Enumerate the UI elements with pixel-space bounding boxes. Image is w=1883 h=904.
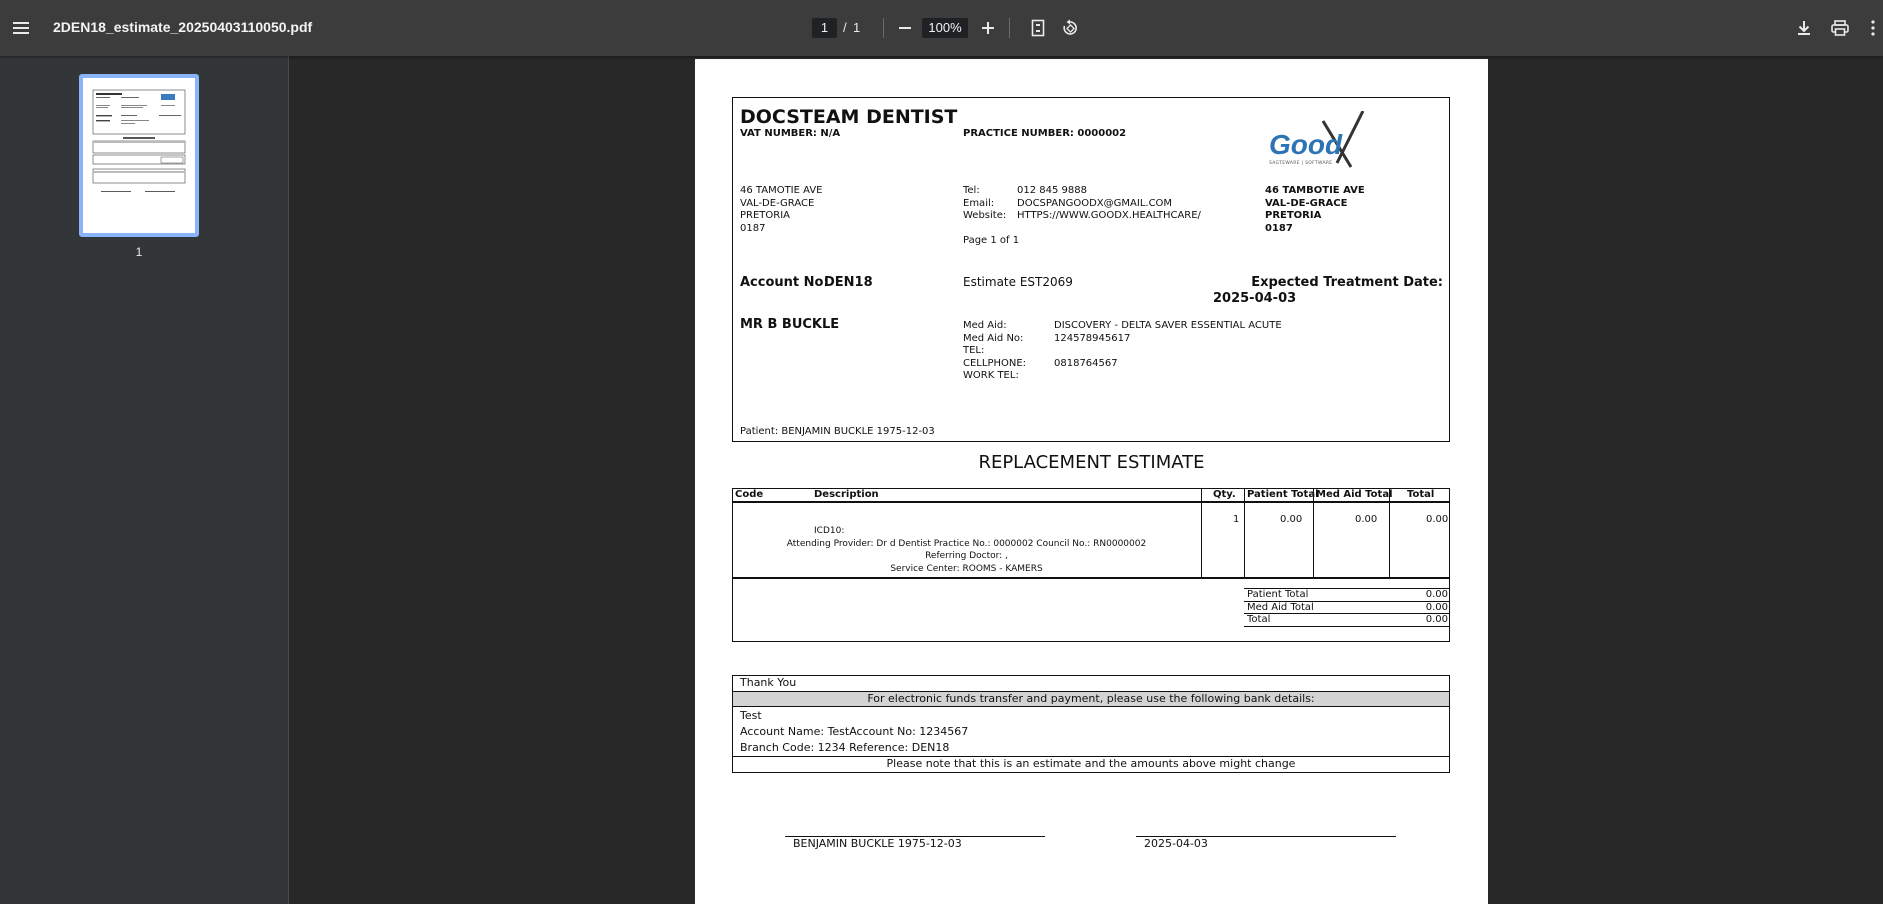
col-total: Total xyxy=(1407,489,1435,500)
col-med-aid-total: Med Aid Total xyxy=(1316,489,1393,500)
patient-name: MR B BUCKLE xyxy=(740,317,840,332)
fit-page-icon[interactable] xyxy=(1026,16,1050,40)
row-total: 0.00 xyxy=(1426,514,1449,525)
email-label: Email: xyxy=(963,197,995,209)
desc-referring-doctor: Referring Doctor: , xyxy=(925,551,1008,561)
treatment-date: 2025-04-03 xyxy=(1213,291,1297,306)
zoom-out-icon[interactable] xyxy=(893,16,917,40)
address-left-line-2: VAL-DE-GRACE xyxy=(740,197,815,209)
more-icon[interactable] xyxy=(1864,16,1882,40)
tel-label-2: TEL: xyxy=(963,345,985,356)
patient-line: Patient: BENJAMIN BUCKLE 1975-12-03 xyxy=(740,426,935,437)
med-aid-total-value: 0.00 xyxy=(1425,601,1448,613)
practice-name: DOCSTEAM DENTIST xyxy=(740,106,958,128)
med-aid-no-label: Med Aid No: xyxy=(963,332,1024,344)
logo-subtitle: SAGTEWARE | SOFTWARE xyxy=(1269,161,1333,166)
address-right-line-3: PRETORIA xyxy=(1265,210,1322,221)
med-aid-total-label: Med Aid Total xyxy=(1247,601,1314,613)
file-name: 2DEN18_estimate_20250403110050.pdf xyxy=(53,19,313,35)
signature-patient: BENJAMIN BUCKLE 1975-12-03 xyxy=(793,837,962,850)
pdf-toolbar xyxy=(0,0,1883,56)
thumbnail-preview xyxy=(87,82,191,229)
row-qty: 1 xyxy=(1233,514,1240,525)
toolbar-divider xyxy=(883,18,884,38)
address-left-line-3: PRETORIA xyxy=(740,210,791,221)
med-aid-no-value: 124578945617 xyxy=(1054,332,1131,344)
table-column-rule xyxy=(1244,488,1245,578)
estimate-note: Please note that this is an estimate and the amounts above might change xyxy=(886,757,1296,770)
col-qty: Qty. xyxy=(1213,489,1236,500)
bank-account: Account Name: TestAccount No: 1234567 xyxy=(740,725,969,738)
goodx-logo xyxy=(1265,111,1385,169)
med-aid-value: DISCOVERY - DELTA SAVER ESSENTIAL ACUTE xyxy=(1054,320,1282,331)
totals-rule xyxy=(1244,626,1450,627)
col-description: Description xyxy=(814,489,879,500)
address-left-line-1: 46 TAMOTIE AVE xyxy=(740,185,823,196)
table-header-rule xyxy=(732,502,1450,503)
treatment-date-label: Expected Treatment Date: xyxy=(1251,275,1443,290)
estimate-heading: REPLACEMENT ESTIMATE xyxy=(978,452,1205,473)
practice-number: PRACTICE NUMBER: 0000002 xyxy=(963,128,1127,139)
thumbnail-page-number: 1 xyxy=(135,245,143,259)
website-value: HTTPS://WWW.GOODX.HEALTHCARE/ xyxy=(1017,210,1201,221)
thank-you-box xyxy=(732,675,1450,692)
table-column-rule xyxy=(1201,488,1202,578)
address-right-line-2: VAL-DE-GRACE xyxy=(1265,197,1348,209)
menu-icon[interactable] xyxy=(10,16,34,40)
address-right-line-1: 46 TAMBOTIE AVE xyxy=(1265,185,1365,196)
print-icon[interactable] xyxy=(1828,16,1852,40)
patient-total-label: Patient Total xyxy=(1247,589,1309,600)
desc-attending-provider: Attending Provider: Dr d Dentist Practice No.: 0000002 Council No.: RN0000002 xyxy=(786,539,1147,549)
download-icon[interactable] xyxy=(1792,16,1816,40)
desc-icd10: ICD10: xyxy=(814,526,845,536)
thank-you-text: Thank You xyxy=(740,676,797,689)
address-left-line-4: 0187 xyxy=(740,222,766,234)
bank-branch: Branch Code: 1234 Reference: DEN18 xyxy=(740,741,950,754)
totals-rule xyxy=(732,578,1450,579)
zoom-in-icon[interactable] xyxy=(976,16,1000,40)
signature-date: 2025-04-03 xyxy=(1144,837,1208,850)
tel-value: 012 845 9888 xyxy=(1017,185,1087,196)
bank-name: Test xyxy=(740,709,762,722)
col-code: Code xyxy=(735,489,764,500)
estimate-number: Estimate EST2069 xyxy=(963,275,1073,289)
cellphone-value: 0818764567 xyxy=(1054,357,1118,369)
account-label: Account No: xyxy=(740,275,829,290)
address-right-line-4: 0187 xyxy=(1265,222,1293,234)
vat-number: VAT NUMBER: N/A xyxy=(740,128,841,139)
pdf-page xyxy=(695,59,1488,904)
email-value: DOCSPANGOODX@GMAIL.COM xyxy=(1017,197,1173,209)
logo-text: Good xyxy=(1269,129,1343,160)
grand-total-value: 0.00 xyxy=(1425,614,1448,625)
thumbnail-sidebar xyxy=(0,56,289,904)
tel-label: Tel: xyxy=(963,185,980,196)
rotate-icon[interactable] xyxy=(1058,16,1082,40)
desc-service-center: Service Center: ROOMS - KAMERS xyxy=(890,564,1043,574)
page-info: Page 1 of 1 xyxy=(963,235,1020,246)
total-pages: 1 xyxy=(853,20,861,35)
cellphone-label: CELLPHONE: xyxy=(963,357,1027,369)
patient-total-value: 0.00 xyxy=(1425,589,1448,600)
table-column-rule xyxy=(1313,488,1314,578)
table-column-rule xyxy=(1389,488,1390,578)
totals-rule xyxy=(1244,613,1450,614)
work-tel-label: WORK TEL: xyxy=(963,370,1019,381)
document-viewer[interactable] xyxy=(290,56,1883,904)
page-thumbnail[interactable] xyxy=(79,74,199,237)
page-number-input[interactable]: 1 xyxy=(812,18,837,38)
website-label: Website: xyxy=(963,210,1007,221)
grand-total-label: Total xyxy=(1247,614,1271,625)
med-aid-label: Med Aid: xyxy=(963,320,1007,331)
page-separator: / xyxy=(843,20,847,35)
account-number: DEN18 xyxy=(824,275,873,290)
zoom-level-input[interactable]: 100% xyxy=(922,18,968,38)
row-med-aid-total: 0.00 xyxy=(1355,514,1378,525)
eft-note: For electronic funds transfer and payment, please use the following bank details: xyxy=(867,692,1315,705)
toolbar-divider xyxy=(1009,18,1010,38)
col-patient-total: Patient Total xyxy=(1247,489,1319,500)
row-patient-total: 0.00 xyxy=(1280,514,1303,525)
